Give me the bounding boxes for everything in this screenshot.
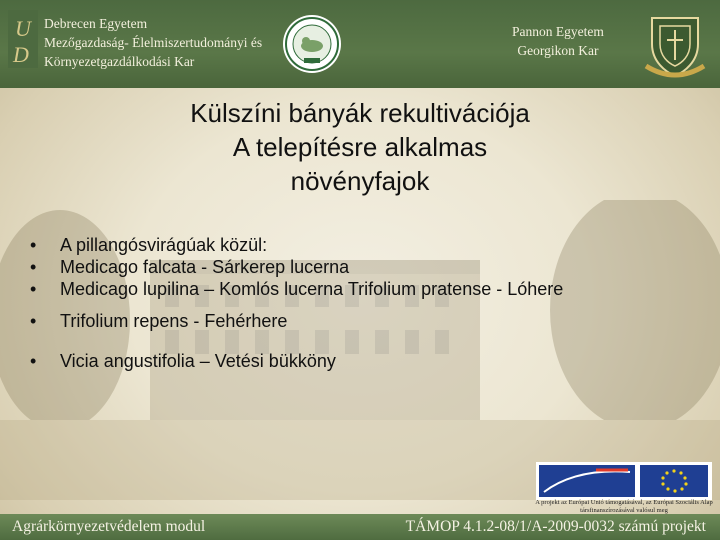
footer-project-id: TÁMOP 4.1.2-08/1/A-2009-0032 számú projekt — [405, 518, 706, 535]
bullet-dot: • — [30, 235, 37, 255]
title-line: Külszíni bányák rekultivációja — [190, 98, 530, 128]
header-left-line: Debrecen Egyetem — [44, 16, 148, 31]
header-left-institution — [44, 14, 262, 71]
title-line: növényfajok — [290, 166, 430, 196]
eu-funding-logos — [536, 462, 712, 500]
bullet-dot: • — [30, 279, 37, 299]
header-left-line: Mezőgazdaság- Élelmiszertudományi és — [44, 35, 263, 50]
bullet-item — [30, 278, 630, 300]
footer-module-name: Agrárkörnyezetvédelem modul — [12, 518, 206, 535]
slide-title — [100, 96, 620, 198]
title-line: A telepítésre alkalmas — [232, 132, 488, 162]
bullet-text: A pillangósvirágúak közül: — [60, 235, 268, 255]
header-right-line: Pannon Egyetem — [512, 24, 604, 39]
svg-text:U: U — [15, 16, 31, 41]
bullet-dot: • — [30, 257, 37, 277]
species-bullet-list — [30, 234, 630, 372]
bullet-dot: • — [30, 311, 37, 331]
eu-funding-caption: A projekt az Európai Unió támogatásával, az Európai Szociális Alap társfinanszírozásával valósul meg — [535, 499, 713, 514]
bullet-text: Medicago falcata - Sárkerep lucerna — [60, 257, 350, 277]
bullet-dot: • — [30, 351, 37, 371]
university-crest — [640, 10, 710, 80]
bullet-item — [30, 234, 630, 256]
header-right-line: Georgikon Kar — [517, 43, 599, 58]
bullet-text: Vicia angustifolia – Vetési bükköny — [60, 351, 336, 371]
uj-magyarorszag-logo — [539, 465, 635, 497]
bullet-item — [30, 310, 630, 332]
header-band — [0, 0, 720, 88]
header-right-institution — [512, 22, 604, 60]
faculty-seal — [282, 14, 342, 74]
bullet-item — [30, 350, 630, 372]
footer-band — [0, 514, 720, 540]
bullet-text: Medicago lupilina – Komlós lucerna Trifolium pratense - Lóhere — [60, 279, 564, 299]
bullet-item — [30, 256, 630, 278]
eu-flag — [640, 465, 708, 497]
university-logo — [8, 10, 38, 68]
svg-text:D: D — [13, 42, 29, 67]
bullet-text: Trifolium repens - Fehérhere — [60, 311, 288, 331]
header-left-line: Környezetgazdálkodási Kar — [44, 54, 195, 69]
